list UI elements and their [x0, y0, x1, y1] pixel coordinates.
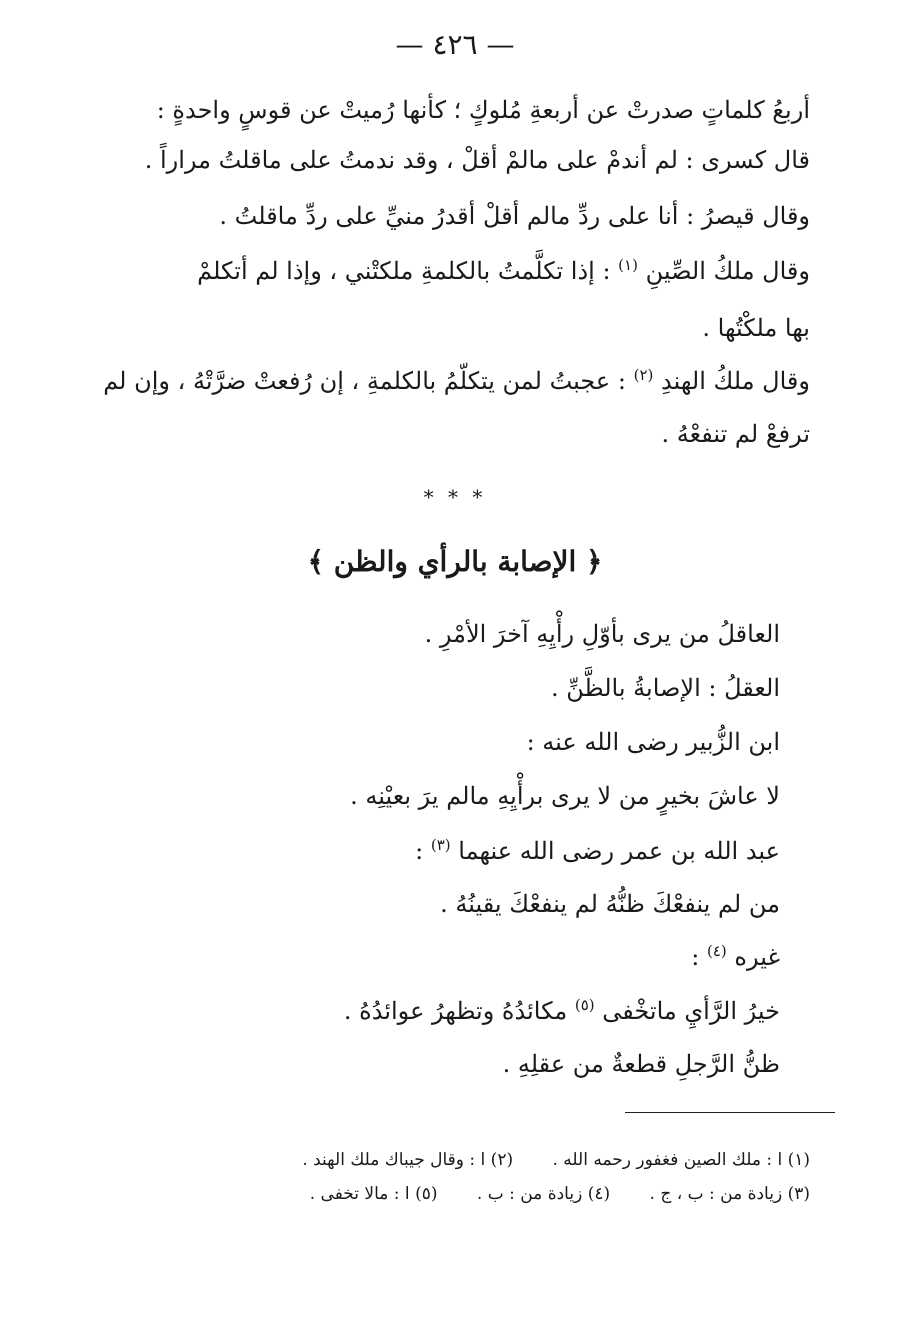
china-king-lead: وقال ملكُ الصِّينِ: [645, 257, 810, 285]
section-line-2: العقلُ : الإصابةُ بالظَّنِّ .: [551, 674, 780, 702]
other-attribution: غيره: [734, 943, 780, 971]
china-king-saying: : إذا تكلَّمتُ بالكلمةِ ملكتْني ، وإذا لم أتكلمْ: [197, 257, 611, 285]
footnote-ref-2: (٢): [633, 366, 654, 384]
ibn-umar-attribution: عبد الله بن عمر رضى الله عنهما: [458, 837, 780, 865]
colon: :: [415, 837, 424, 865]
page-number: — ٤٢٦ —: [395, 28, 515, 61]
section-line-4: لا عاشَ بخيرٍ من لا يرى برأْيِهِ مالم يرَ بعيْنِه .: [350, 782, 780, 810]
section-line-9: ظنُّ الرَّجلِ قطعةٌ من عقلِهِ .: [502, 1050, 780, 1078]
intro-line-china: [197, 256, 810, 285]
footnote-3: (٣) زيادة من : ب ، ج .: [649, 1184, 810, 1204]
footnote-divider: [625, 1112, 835, 1113]
footnotes-row-2: [310, 1184, 810, 1204]
footnote-5: (٥) ا : مالا تخفى .: [309, 1184, 438, 1204]
colon: :: [691, 943, 700, 971]
intro-line-india-cont: ترفعْ لم تنفعْهُ .: [661, 420, 810, 448]
india-king-saying: : عجبتُ لمن يتكلّمُ بالكلمةِ ، إن رُفعتْ ضرَّتْهُ ، وإن لم: [103, 367, 626, 395]
section-line-3: ابن الزُّبير رضى الله عنه :: [526, 728, 780, 756]
intro-line-kisra: قال كسرى : لم أندمْ على مالمْ أقلْ ، وقد ندمتُ على ماقلتُ مراراً .: [144, 146, 810, 174]
footnote-4: (٤) زيادة من : ب .: [476, 1184, 611, 1204]
footnote-ref-4: (٤): [706, 942, 727, 960]
best-opinion-rest: مكائدُهُ وتظهرُ عوائدُهُ .: [343, 997, 568, 1025]
footnotes-row-1: [302, 1150, 810, 1170]
best-opinion-lead: خيرُ الرَّأيِ ماتخْفى: [602, 997, 780, 1025]
intro-line-india: [103, 366, 810, 395]
footnote-1: (١) ا : ملك الصين فغفور رحمه الله .: [552, 1150, 810, 1170]
section-line-7: [691, 942, 780, 971]
footnote-ref-3: (٣): [430, 836, 451, 854]
footnote-ref-1: (١): [618, 256, 638, 274]
section-line-1: العاقلُ من يرى بأوّلِ رأْيِهِ آخرَ الأمْرِ .: [424, 620, 780, 648]
section-line-5: [415, 836, 780, 865]
india-king-lead: وقال ملكُ الهندِ: [661, 367, 810, 395]
footnote-ref-5: (٥): [574, 996, 595, 1014]
intro-line-1: أربعُ كلماتٍ صدرتْ عن أربعةِ مُلوكٍ ؛ كأنها رُميتْ عن قوسٍ واحدةٍ :: [156, 96, 810, 124]
section-title: ﴿ الإصابة بالرأي والظن ﴾: [307, 545, 603, 578]
intro-line-caesar: وقال قيصرُ : أنا على ردِّ مالم أقلْ أقدرُ منيِّ على ردِّ ماقلتُ .: [219, 202, 810, 230]
section-line-6: من لم ينفعْكَ ظنُّهُ لم ينفعْكَ يقينُهُ .: [440, 890, 780, 918]
section-separator: * * *: [423, 485, 487, 509]
footnote-2: (٢) ا : وقال جيباك ملك الهند .: [302, 1150, 514, 1170]
section-line-8: [344, 996, 780, 1025]
intro-line-china-cont: بها ملكْتُها .: [702, 314, 810, 342]
